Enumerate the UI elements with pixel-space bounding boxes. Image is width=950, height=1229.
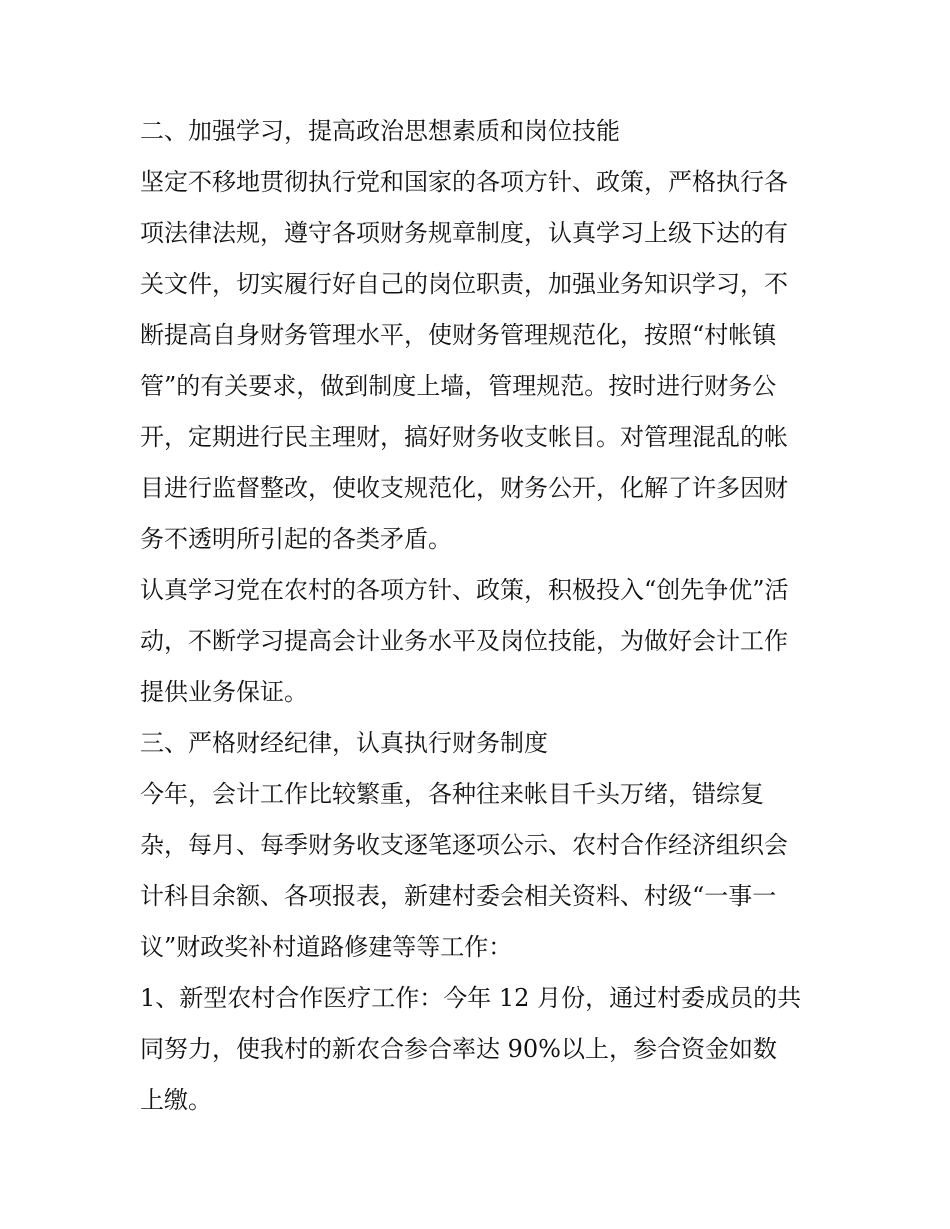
list-item-line: 1、新型农村合作医疗工作：今年 12 月份，通过村委成员的共 bbox=[140, 984, 802, 1012]
paragraph-line: 坚定不移地贯彻执行党和国家的各项方针、政策，严格执行各 bbox=[140, 168, 788, 196]
paragraph-line: 务不透明所引起的各类矛盾。 bbox=[140, 525, 452, 553]
list-item-line: 上缴。 bbox=[140, 1086, 212, 1114]
section-heading: 三、严格财经纪律，认真执行财务制度 bbox=[140, 729, 548, 757]
paragraph-line: 关文件，切实履行好自己的岗位职责，加强业务知识学习，不 bbox=[140, 270, 788, 298]
paragraph-line: 动，不断学习提高会计业务水平及岗位技能，为做好会计工作 bbox=[140, 627, 788, 655]
paragraph-line: 提供业务保证。 bbox=[140, 678, 308, 706]
paragraph-line: 认真学习党在农村的各项方针、政策，积极投入“创先争优”活 bbox=[140, 576, 789, 604]
paragraph-line: 计科目余额、各项报表，新建村委会相关资料、村级“一事一 bbox=[140, 882, 777, 910]
paragraph-line: 杂，每月、每季财务收支逐笔逐项公示、农村合作经济组织会 bbox=[140, 831, 788, 859]
paragraph-line: 目进行监督整改，使收支规范化，财务公开，化解了许多因财 bbox=[140, 474, 788, 502]
list-item-line: 同努力，使我村的新农合参合率达 90%以上，参合资金如数 bbox=[140, 1035, 777, 1063]
paragraph-line: 项法律法规，遵守各项财务规章制度，认真学习上级下达的有 bbox=[140, 219, 788, 247]
paragraph-line: 议”财政奖补村道路修建等等工作： bbox=[140, 933, 513, 961]
paragraph-line: 开，定期进行民主理财，搞好财务收支帐目。对管理混乱的帐 bbox=[140, 423, 788, 451]
section-heading: 二、加强学习，提高政治思想素质和岗位技能 bbox=[140, 117, 620, 145]
paragraph-line: 断提高自身财务管理水平，使财务管理规范化，按照“村帐镇 bbox=[140, 321, 777, 349]
document-body bbox=[140, 106, 815, 1126]
paragraph-line: 管”的有关要求，做到制度上墙，管理规范。按时进行财务公 bbox=[140, 372, 777, 400]
paragraph-line: 今年，会计工作比较繁重，各种往来帐目千头万绪，错综复 bbox=[140, 780, 764, 808]
